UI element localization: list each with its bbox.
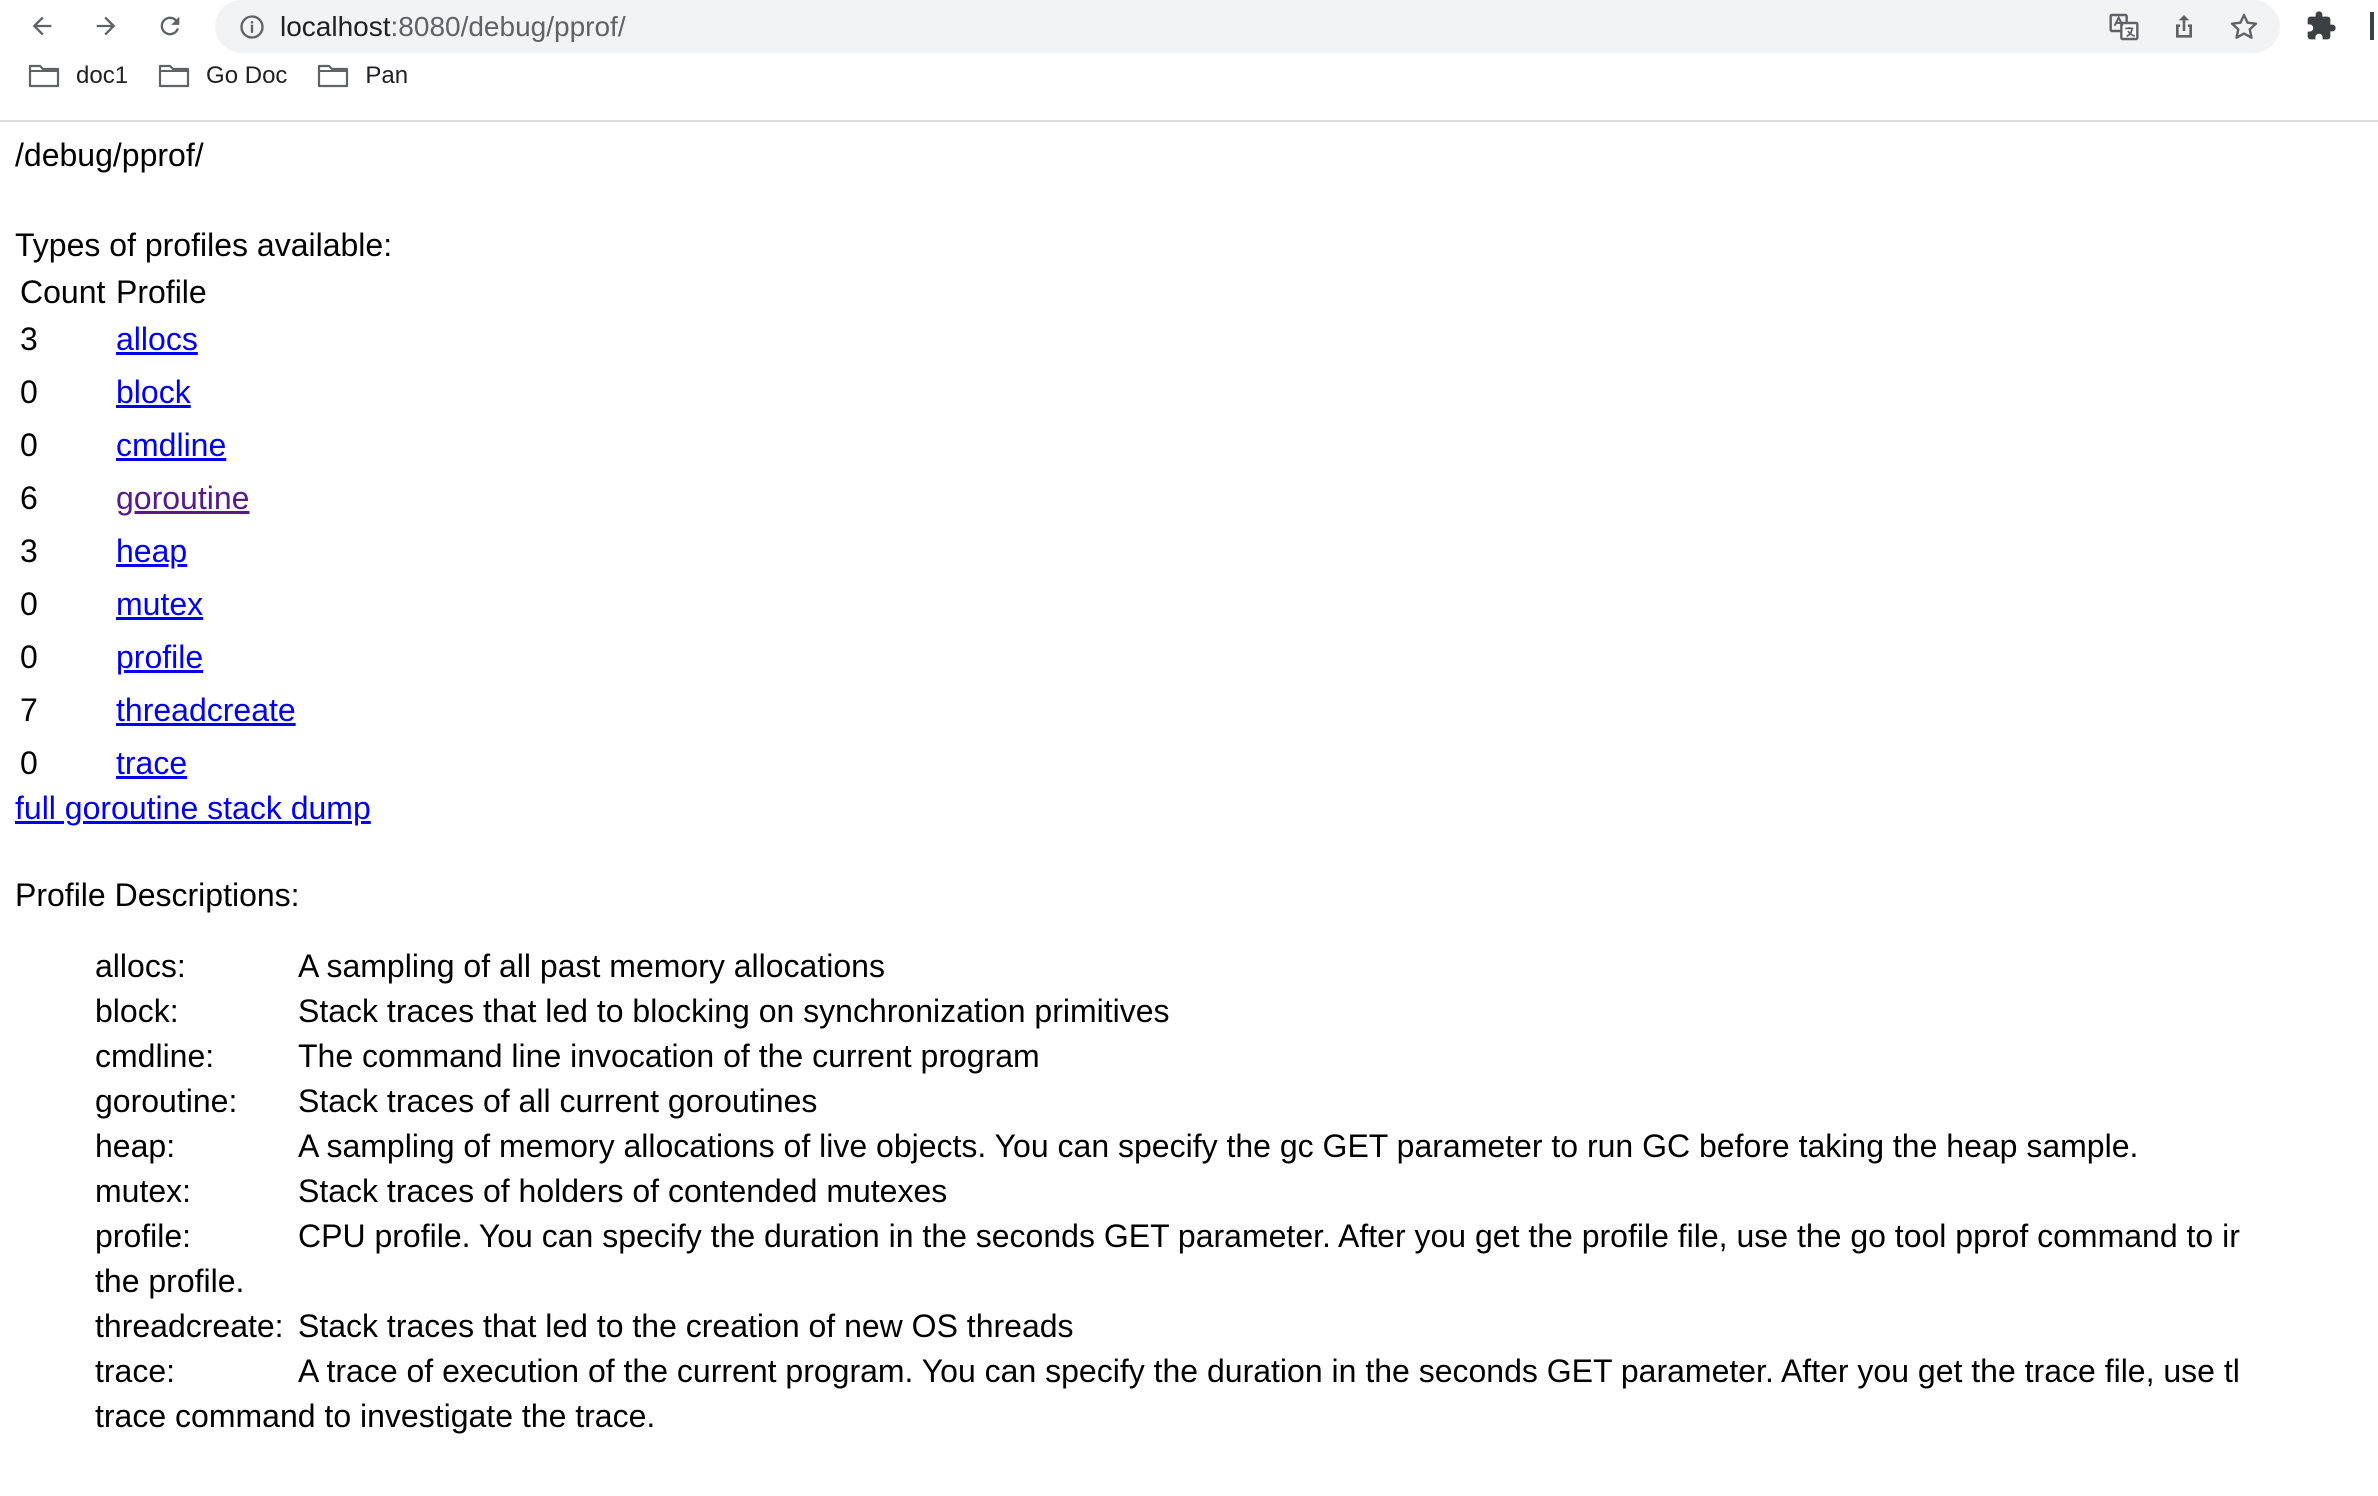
list-item: [95, 1034, 2363, 1079]
reload-icon: [156, 12, 184, 40]
column-header-profile: Profile: [116, 274, 207, 311]
descriptions-list: [15, 944, 2363, 1439]
description-text: The command line invocation of the current program: [298, 1038, 1040, 1075]
list-item: [95, 1304, 2363, 1349]
folder-icon: [317, 63, 349, 89]
bookmark-label: doc1: [76, 62, 129, 89]
table-row: [20, 365, 296, 418]
table-row: [20, 312, 296, 365]
reload-button[interactable]: [150, 6, 190, 46]
bookmark-doc1[interactable]: [28, 62, 128, 90]
profile-link-cmdline[interactable]: cmdline: [116, 426, 227, 463]
description-text: Stack traces that led to blocking on synchronization primitives: [298, 993, 1170, 1030]
table-row: [20, 736, 296, 789]
description-text: CPU profile. You can specify the duration in the seconds GET parameter. After you get the profile file, use the go tool pprof command to ir: [298, 1218, 2240, 1255]
list-item: [95, 1169, 2363, 1214]
bookmark-go-doc[interactable]: [158, 62, 287, 90]
description-term: block:: [95, 993, 179, 1030]
profile-count: 0: [20, 426, 38, 463]
description-term: mutex:: [95, 1173, 192, 1210]
list-item: [95, 944, 2363, 989]
arrow-left-icon: [28, 12, 56, 40]
list-item: [95, 1079, 2363, 1124]
page-content: [0, 122, 2378, 1439]
description-term: cmdline:: [95, 1038, 215, 1075]
star-icon[interactable]: [2228, 11, 2260, 43]
description-term: heap:: [95, 1128, 176, 1165]
table-row: [20, 683, 296, 736]
back-button[interactable]: [22, 6, 62, 46]
info-icon[interactable]: [238, 13, 266, 41]
profile-link-trace[interactable]: trace: [116, 744, 188, 781]
description-continuation: the profile.: [95, 1263, 245, 1300]
description-term: trace:: [95, 1353, 176, 1390]
url-path: :8080/debug/pprof/: [390, 10, 626, 42]
profiles-table: [14, 272, 302, 789]
side-panel-icon[interactable]: [2370, 12, 2374, 40]
url-text[interactable]: [280, 11, 626, 43]
description-text: Stack traces of holders of contended mutexes: [298, 1173, 948, 1210]
description-text: A trace of execution of the current program. You can specify the duration in the seconds GET parameter. After you get the trace file, use tl: [298, 1353, 2240, 1390]
omnibox-actions: [2108, 0, 2260, 53]
url-host: localhost: [280, 10, 391, 42]
extensions-puzzle-icon[interactable]: [2305, 10, 2337, 42]
arrow-right-icon: [92, 12, 120, 40]
list-item: [95, 1349, 2363, 1439]
list-item: [95, 1124, 2363, 1169]
table-row: [20, 418, 296, 471]
profile-link-heap[interactable]: heap: [116, 532, 188, 569]
description-term: profile:: [95, 1218, 192, 1255]
description-text: A sampling of all past memory allocations: [298, 948, 885, 985]
address-bar[interactable]: [215, 0, 2280, 53]
bookmarks-bar: [0, 52, 2378, 122]
profile-count: 3: [20, 532, 38, 569]
types-heading: Types of profiles available:: [15, 227, 393, 263]
folder-icon: [158, 63, 190, 89]
table-row: [20, 630, 296, 683]
table-row: [20, 577, 296, 630]
description-continuation: trace command to investigate the trace.: [95, 1398, 656, 1435]
profile-count: 0: [20, 744, 38, 781]
page-title: /debug/pprof/: [15, 137, 204, 173]
description-text: A sampling of memory allocations of live objects. You can specify the gc GET parameter to run GC before taking the heap sample.: [298, 1128, 2139, 1165]
description-term: allocs:: [95, 948, 186, 985]
share-icon[interactable]: [2168, 11, 2200, 43]
profile-link-threadcreate[interactable]: threadcreate: [116, 691, 296, 728]
table-row: [20, 524, 296, 577]
profile-count: 0: [20, 638, 38, 675]
list-item: [95, 989, 2363, 1034]
profile-link-goroutine[interactable]: goroutine: [116, 479, 250, 516]
descriptions-heading: Profile Descriptions:: [15, 876, 300, 913]
profile-link-block[interactable]: block: [116, 373, 191, 410]
profile-count: 7: [20, 691, 38, 728]
table-header-row: [20, 272, 296, 312]
folder-icon: [28, 63, 60, 89]
description-term: goroutine:: [95, 1083, 238, 1120]
profile-link-allocs[interactable]: allocs: [116, 320, 198, 357]
profile-count: 0: [20, 373, 38, 410]
table-row: [20, 471, 296, 524]
browser-toolbar: [0, 0, 2378, 52]
list-item: [95, 1214, 2363, 1304]
bookmark-pan[interactable]: [317, 62, 408, 90]
profile-count: 3: [20, 320, 38, 357]
translate-icon[interactable]: [2108, 11, 2140, 43]
description-text: Stack traces of all current goroutines: [298, 1083, 818, 1120]
profile-count: 6: [20, 479, 38, 516]
description-text: Stack traces that led to the creation of new OS threads: [298, 1308, 1074, 1345]
full-goroutine-dump-link[interactable]: full goroutine stack dump: [15, 790, 371, 827]
profile-link-profile[interactable]: profile: [116, 638, 204, 675]
bookmark-label: Go Doc: [206, 62, 288, 89]
forward-button[interactable]: [86, 6, 126, 46]
column-header-count: Count: [20, 274, 106, 311]
profile-link-mutex[interactable]: mutex: [116, 585, 204, 622]
bookmark-label: Pan: [365, 62, 409, 89]
description-term: threadcreate:: [95, 1308, 284, 1345]
profile-count: 0: [20, 585, 38, 622]
